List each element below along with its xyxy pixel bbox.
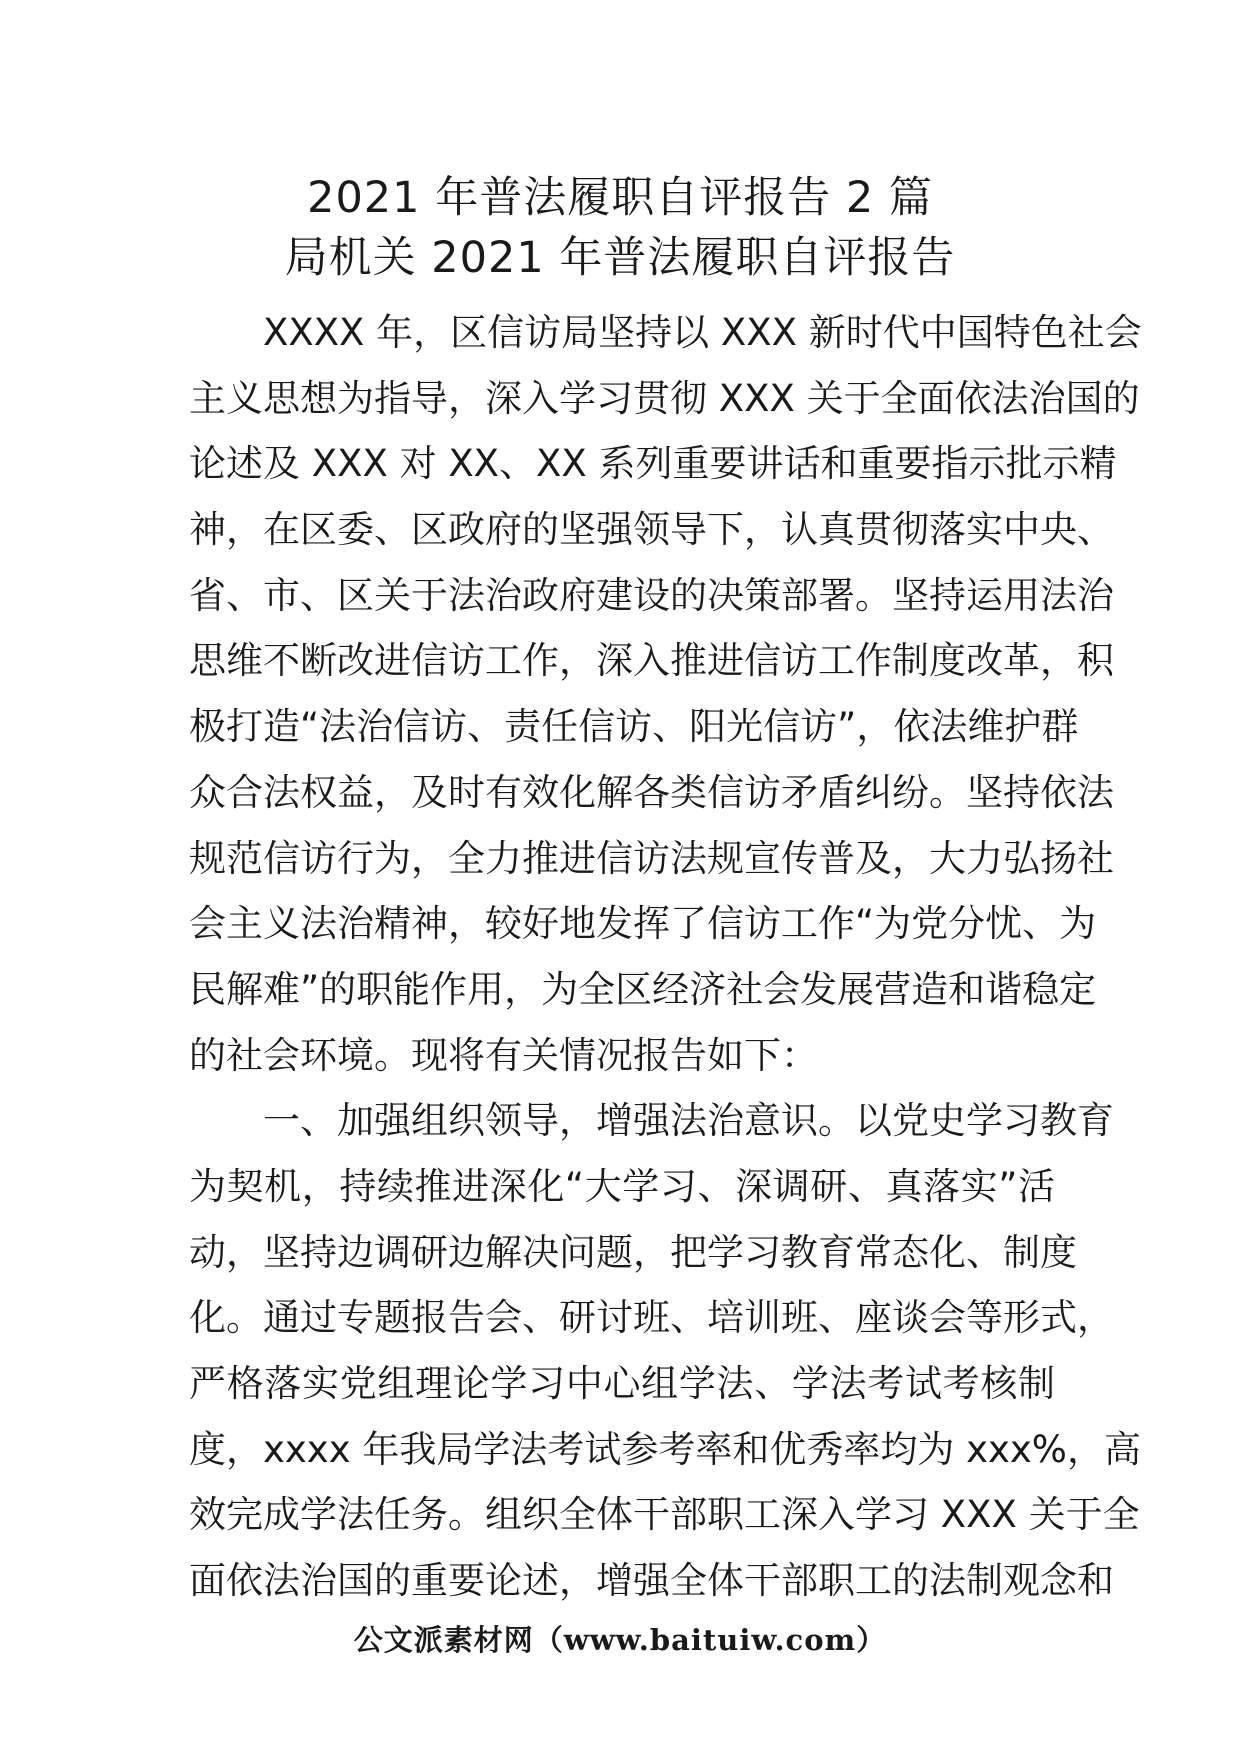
paragraph-line: 度，xxxx 年我局学法考试参考率和优秀率均为 xxx%，高 (189, 1427, 1141, 1471)
section-heading-line: 一、加强组织领导，增强法治意识。以党史学习教育 (263, 1099, 1114, 1143)
title-block (0, 168, 1240, 288)
paragraph-line: 主义思想为指导，深入学习贯彻 XXX 关于全面依法治国的 (189, 376, 1140, 420)
paragraph-line: 思维不断改进信访工作，深入推进信访工作制度改革，积 (189, 639, 1114, 683)
paragraph-line: 规范信访行为，全力推进信访法规宣传普及，大力弘扬社 (189, 836, 1114, 880)
paragraph-line: 省、市、区关于法治政府建设的决策部署。坚持运用法治 (189, 573, 1114, 617)
paragraph-line: 民解难”的职能作用，为全区经济社会发展营造和谐稳定 (189, 967, 1097, 1011)
paragraph-line: 动，坚持边调研边解决问题，把学习教育常态化、制度 (189, 1230, 1077, 1274)
paragraph-line: 效完成学法任务。组织全体干部职工深入学习 XXX 关于全 (189, 1493, 1140, 1537)
document-title: 2021 年普法履职自评报告 2 篇 (307, 173, 933, 223)
paragraph-line: 极打造“法治信访、责任信访、阳光信访”，依法维护群 (189, 705, 1079, 749)
paragraph-line: XXXX 年，区信访局坚持以 XXX 新时代中国特色社会 (263, 311, 1142, 354)
report-title: 局机关 2021 年普法履职自评报告 (284, 233, 956, 283)
paragraph-line: 会主义法治精神，较好地发挥了信访工作“为党分忧、为 (189, 902, 1097, 946)
footer-watermark: 公文派素材网（www.baituiw.com） (353, 1623, 887, 1657)
paragraph-line: 面依法治国的重要论述，增强全体干部职工的法制观念和 (189, 1559, 1114, 1603)
paragraph-line: 化。通过专题报告会、研讨班、培训班、座谈会等形式， (189, 1296, 1114, 1340)
paragraph-line: 的社会环境。现将有关情况报告如下： (189, 1033, 818, 1077)
paragraph-line: 众合法权益，及时有效化解各类信访矛盾纠纷。坚持依法 (189, 770, 1114, 814)
body-text (189, 300, 1142, 1614)
paragraph-line: 论述及 XXX 对 XX、XX 系列重要讲话和重要指示批示精 (189, 442, 1117, 486)
paragraph-line: 神，在区委、区政府的坚强领导下，认真贯彻落实中央、 (189, 508, 1114, 552)
paragraph-line: 严格落实党组理论学习中心组学法、学法考试考核制 (189, 1362, 1055, 1405)
paragraph-line: 为契机，持续推进深化“大学习、深调研、真落实”活 (189, 1164, 1055, 1208)
